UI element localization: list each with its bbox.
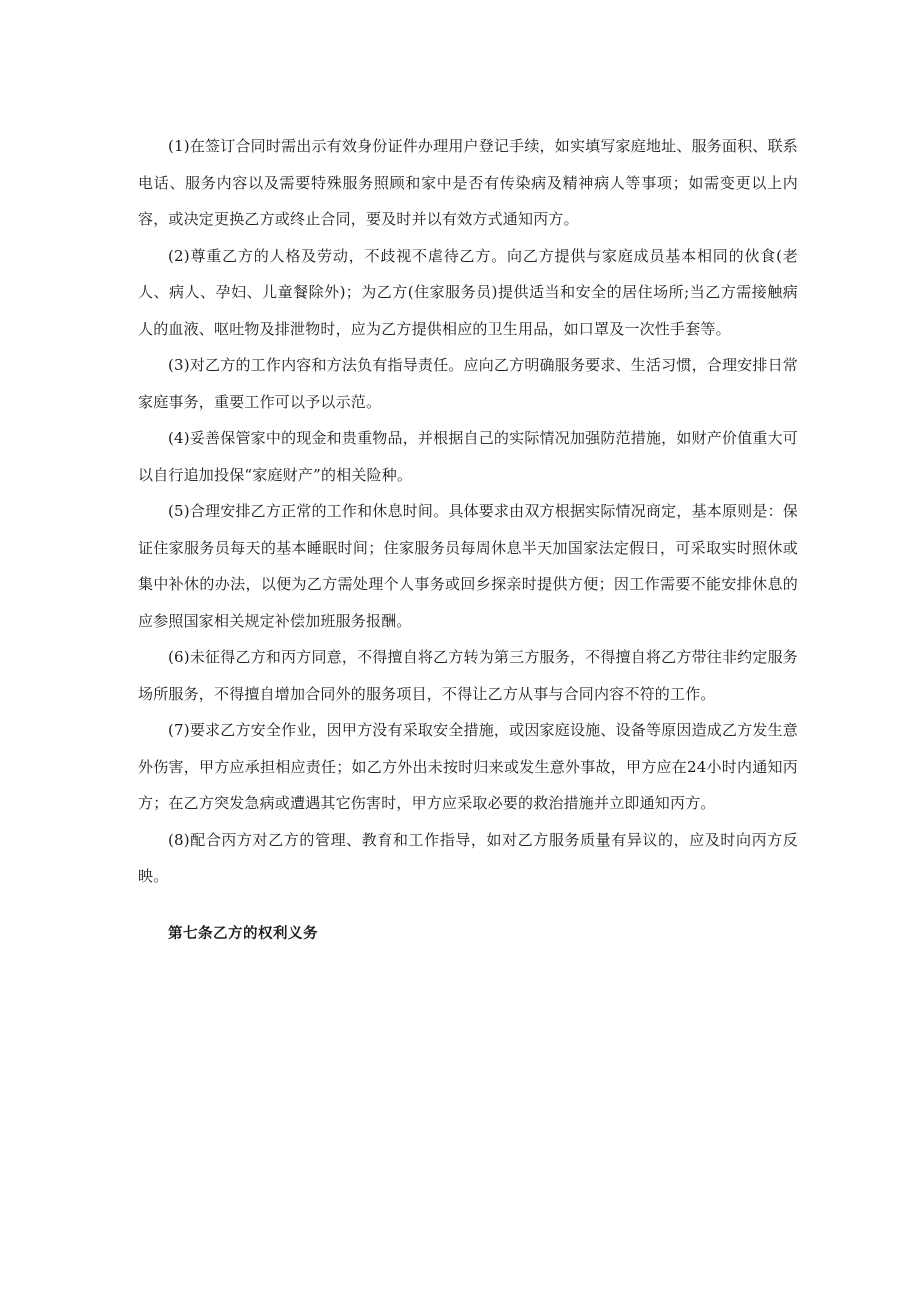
clause-3-paragraph: (3)对乙方的工作内容和方法负有指导责任。应向乙方明确服务要求、生活习惯，合理安排日常家庭事务，重要工作可以予以示范。: [138, 356, 798, 411]
clause-5-paragraph: (5)合理安排乙方正常的工作和休息时间。具体要求由双方根据实际情况商定，基本原则是：保证住家服务员每天的基本睡眠时间；住家服务员每周休息半天加国家法定假日，可采取实时照休或集中补休的办法，以便为乙方需处理个人事务或回乡探亲时提供方便；因工作需要不能安排休息的应参照国家相关规定补偿加班服务报酬。: [138, 502, 798, 630]
document-page: [138, 128, 798, 949]
clause-6-paragraph: (6)未征得乙方和丙方同意，不得擅自将乙方转为第三方服务，不得擅自将乙方带往非约定服务场所服务，不得擅自增加合同外的服务项目，不得让乙方从事与合同内容不符的工作。: [138, 648, 798, 703]
clause-8-paragraph: (8)配合丙方对乙方的管理、教育和工作指导，如对乙方服务质量有异议的，应及时向丙方反映。: [138, 830, 798, 885]
clause-4-paragraph: (4)妥善保管家中的现金和贵重物品，并根据自己的实际情况加强防范措施，如财产价值重大可以自行追加投保“家庭财产”的相关险种。: [138, 429, 798, 484]
clause-1-paragraph: (1)在签订合同时需出示有效身份证件办理用户登记手续，如实填写家庭地址、服务面积、联系电话、服务内容以及需要特殊服务照顾和家中是否有传染病及精神病人等事项；如需变更以上内容，或决定更换乙方或终止合同，要及时并以有效方式通知丙方。: [138, 137, 798, 228]
clause-7-paragraph: (7)要求乙方安全作业，因甲方没有采取安全措施，或因家庭设施、设备等原因造成乙方发生意外伤害，甲方应承担相应责任；如乙方外出未按时归来或发生意外事故，甲方应在24小时内通知丙方；在乙方突发急病或遭遇其它伤害时，甲方应采取必要的救治措施并立即通知丙方。: [138, 721, 798, 812]
section-heading: 第七条乙方的权利义务: [168, 925, 318, 942]
clause-2-paragraph: (2)尊重乙方的人格及劳动，不歧视不虐待乙方。向乙方提供与家庭成员基本相同的伙食(老人、病人、孕妇、儿童餐除外)；为乙方(住家服务员)提供适当和安全的居住场所;当乙方需接触病人的血液、呕吐物及排泄物时，应为乙方提供相应的卫生用品，如口罩及一次性手套等。: [138, 246, 798, 338]
